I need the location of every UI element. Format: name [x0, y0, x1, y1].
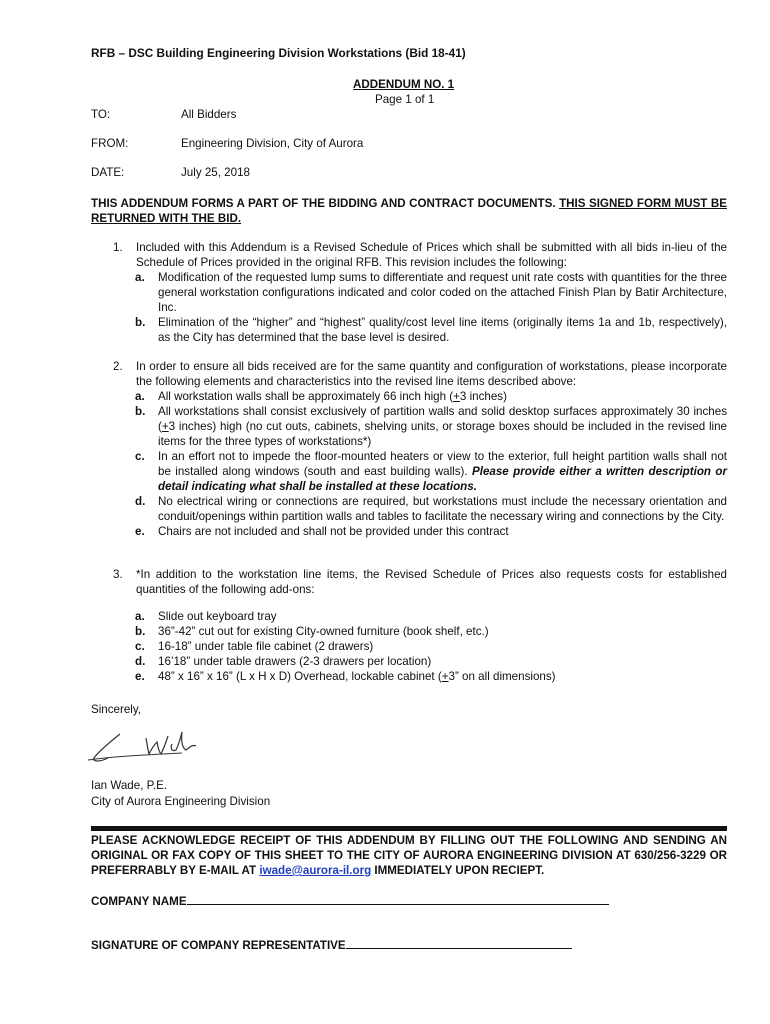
sub-item-text: In an effort not to impede the floor-mounted heaters or view to the exterior, full height partition walls shall not be installed along windows (south and east building walls).: [158, 450, 727, 478]
list-item-2: [113, 359, 727, 539]
sub-item-letter: b.: [135, 405, 146, 418]
from-value: Engineering Division, City of Aurora: [181, 137, 364, 150]
item-text: *In addition to the workstation line items, the Revised Schedule of Prices also requests costs for established quantities of the following add-ons:: [136, 568, 727, 596]
sub-item-letter: a.: [135, 390, 145, 403]
sub-item-3a: [113, 609, 727, 624]
signer-organization: City of Aurora Engineering Division: [91, 795, 271, 808]
signature-field: [91, 937, 572, 952]
sub-item-2c: [113, 449, 727, 494]
sub-item-2d: [113, 494, 727, 524]
to-label: TO:: [91, 108, 111, 121]
addendum-number: ADDENDUM NO. 1: [353, 78, 455, 91]
add-ons-list: [113, 609, 727, 684]
item-number: 1.: [113, 241, 123, 254]
signer-name: Ian Wade, P.E.: [91, 779, 168, 792]
sub-item-letter: a.: [135, 271, 145, 284]
sub-item-letter: e.: [135, 670, 145, 683]
list-item-3: [113, 567, 727, 684]
sub-item-letter: c.: [135, 450, 145, 463]
document-title: RFB – DSC Building Engineering Division Workstations (Bid 18-41): [91, 46, 466, 60]
sub-item-text: All workstation walls shall be approximately 66 inch high (: [158, 390, 454, 403]
sub-item-text-end: 3 inches): [459, 390, 507, 403]
notice-text: THIS ADDENDUM FORMS A PART OF THE BIDDING AND CONTRACT DOCUMENTS.: [91, 197, 560, 210]
sub-item-text-end: 3” on all dimensions): [448, 670, 556, 683]
sub-item-3b: [113, 624, 727, 639]
email-link[interactable]: iwade@aurora-il.org: [259, 864, 372, 877]
addendum-notice: [91, 196, 727, 226]
company-name-label: COMPANY NAME: [91, 895, 187, 908]
sub-item-text: No electrical wiring or connections are required, but workstations must include the necessary orientation and conduit/openings within partition walls and tables to facilitate the necessary wiring and connections by the City.: [158, 495, 727, 523]
sub-item-letter: e.: [135, 525, 145, 538]
sub-item-text: 36”-42” cut out for existing City-owned furniture (book shelf, etc.): [158, 625, 489, 638]
sub-item-text: Elimination of the “higher” and “highest” quality/cost level line items (originally items 1a and 1b, respectively), as the City has determined that the base level is desired.: [158, 316, 727, 344]
sub-item-2e: [113, 524, 727, 539]
sub-item-text: 16’18” under table drawers (2-3 drawers per location): [158, 655, 432, 668]
sub-item-letter: d.: [135, 655, 146, 668]
item-number: 2.: [113, 360, 123, 373]
from-label: FROM:: [91, 137, 129, 150]
plus-minus: +: [441, 670, 449, 683]
ack-text-end: IMMEDIATELY UPON RECIEPT.: [371, 864, 545, 877]
sub-item-text: Modification of the requested lump sums to differentiate and request unit rate costs with quantities for the three general workstation configurations indicated and color coded on the attached Finish Plan by Batir Architecture, Inc.: [158, 271, 727, 314]
closing-salutation: Sincerely,: [91, 703, 142, 716]
to-value: All Bidders: [181, 108, 237, 121]
item-text: Included with this Addendum is a Revised Schedule of Prices which shall be submitted with all bids in-lieu of the Schedule of Prices provided in the original RFB. This revision includes the following:: [136, 241, 727, 269]
sub-item-letter: c.: [135, 640, 145, 653]
sub-item-letter: b.: [135, 625, 146, 638]
sub-item-text: Slide out keyboard tray: [158, 610, 277, 623]
company-name-field: [91, 893, 609, 908]
item-text: In order to ensure all bids received are for the same quantity and configuration of workstations, please incorporate the following elements and characteristics into the revised line items described above:: [136, 360, 727, 388]
sub-item-3e: [113, 669, 727, 684]
item-number: 3.: [113, 568, 123, 581]
sub-item-letter: d.: [135, 495, 146, 508]
list-item-1: [113, 240, 727, 345]
sub-item-letter: a.: [135, 610, 145, 623]
date-value: July 25, 2018: [181, 166, 250, 179]
notice-underlined: THIS SIGNED FORM MUST BE RETURNED WITH THE BID.: [91, 197, 727, 225]
sub-item-2a: [113, 389, 727, 404]
sub-item-text-end: 3 inches) high (no cut outs, cabinets, shelving units, or storage boxes should be included in the revised line items for the three types of workstations*): [158, 420, 727, 448]
sub-item-text: All workstations shall consist exclusively of partition walls and solid desktop surfaces approximately 30 inches (: [158, 405, 727, 433]
plus-minus: +: [453, 390, 460, 403]
plus-minus: +: [161, 420, 169, 433]
sub-item-emphasis: Please provide either a written description or detail indicating what shall be installed at these locations.: [158, 465, 727, 493]
signature-blank[interactable]: [346, 937, 572, 949]
sub-item-3c: [113, 639, 727, 654]
sub-item-text: Chairs are not included and shall not be provided under this contract: [158, 525, 509, 538]
sub-item-1a: [113, 270, 727, 315]
page-indicator: Page 1 of 1: [375, 93, 435, 106]
ack-text: PLEASE ACKNOWLEDGE RECEIPT OF THIS ADDENDUM BY FILLING OUT THE FOLLOWING AND SENDING AN ORIGINAL OR FAX COPY OF THIS SHEET TO THE CITY OF AURORA ENGINEERING DIVISION AT 630/256-3229 OR PREFERRABLY BY E-MAIL AT: [91, 834, 727, 877]
sub-item-2b: [113, 404, 727, 449]
section-divider: [91, 826, 727, 831]
acknowledgement-instructions: [91, 833, 727, 878]
sub-item-1b: [113, 315, 727, 345]
date-label: DATE:: [91, 166, 125, 179]
signature-label: SIGNATURE OF COMPANY REPRESENTATIVE: [91, 939, 346, 952]
sub-item-letter: b.: [135, 316, 146, 329]
sub-item-text: 48” x 16” x 16” (L x H x D) Overhead, lockable cabinet (: [158, 670, 442, 683]
company-name-blank[interactable]: [187, 893, 609, 905]
handwritten-signature: [86, 722, 216, 768]
sub-item-3d: [113, 654, 727, 669]
sub-item-text: 16-18” under table file cabinet (2 drawers): [158, 640, 374, 653]
